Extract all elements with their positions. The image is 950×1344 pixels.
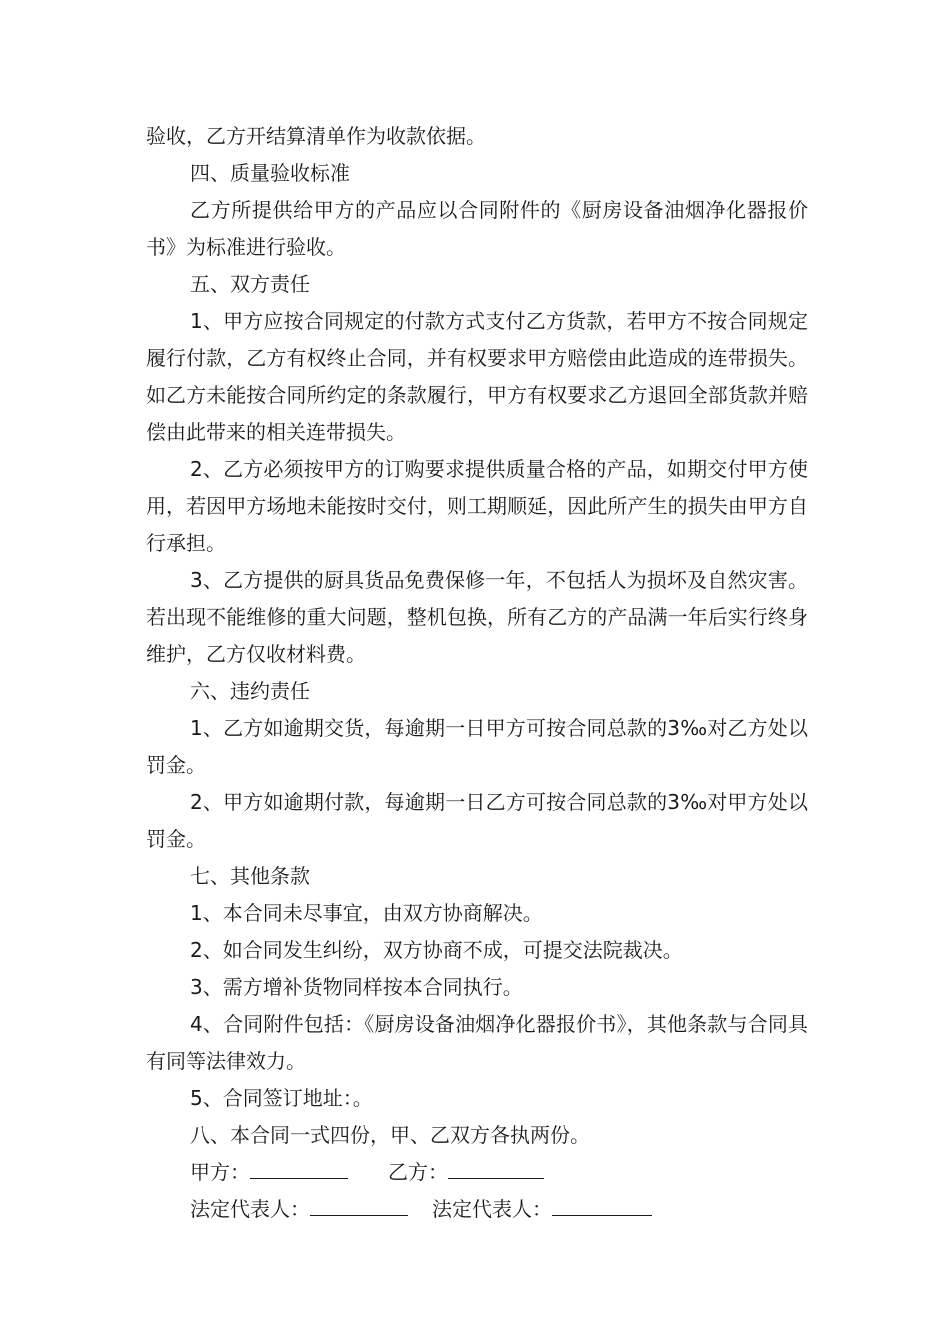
rep-b-label: 法定代表人： bbox=[432, 1197, 552, 1221]
clause-item: 2、甲方如逾期付款，每逾期一日乙方可按合同总款的3‰对甲方处以罚金。 bbox=[146, 790, 808, 851]
clause-item: 2、乙方必须按甲方的订购要求提供质量合格的产品，如期交付甲方使用，若因甲方场地未能按时交付，则工期顺延，因此所产生的损失由甲方自行承担。 bbox=[146, 457, 808, 555]
section-heading-copies: 八、本合同一式四份，甲、乙双方各执两份。 bbox=[190, 1123, 590, 1147]
party-b-blank bbox=[448, 1156, 544, 1179]
clause-item: 2、如合同发生纠纷，双方协商不成，可提交法院裁决。 bbox=[190, 938, 683, 962]
rep-a-blank bbox=[310, 1193, 408, 1216]
paragraph: 验收，乙方开结算清单作为收款依据。 bbox=[146, 124, 486, 148]
clause-item: 4、合同附件包括：《厨房设备油烟净化器报价书》，其他条款与合同具有同等法律效力。 bbox=[146, 1012, 808, 1073]
clause-item: 1、甲方应按合同规定的付款方式支付乙方货款，若甲方不按合同规定履行付款，乙方有权终止合同，并有权要求甲方赔偿由此造成的连带损失。如乙方未能按合同所约定的条款履行，甲方有权要求乙方退回全部货款并赔偿由此带来的相关连带损失。 bbox=[146, 309, 808, 444]
signature-representatives-row bbox=[146, 1191, 808, 1228]
clause-item: 3、乙方提供的厨具货品免费保修一年，不包括人为损坏及自然灾害。若出现不能维修的重大问题，整机包换，所有乙方的产品满一年后实行终身维护，乙方仅收材料费。 bbox=[146, 568, 808, 666]
clause-item: 5、合同签订地址：。 bbox=[190, 1086, 373, 1110]
party-b-label: 乙方： bbox=[388, 1160, 448, 1184]
rep-a-label: 法定代表人： bbox=[190, 1197, 310, 1221]
section-heading-other-terms: 七、其他条款 bbox=[190, 864, 310, 888]
party-a-label: 甲方： bbox=[190, 1160, 250, 1184]
section-heading-quality: 四、质量验收标准 bbox=[190, 161, 350, 185]
rep-b-blank bbox=[552, 1193, 652, 1216]
party-a-blank bbox=[250, 1156, 348, 1179]
signature-parties-row bbox=[146, 1154, 808, 1191]
section-heading-breach: 六、违约责任 bbox=[190, 679, 310, 703]
paragraph: 乙方所提供给甲方的产品应以合同附件的《厨房设备油烟净化器报价书》为标准进行验收。 bbox=[146, 198, 808, 259]
section-heading-responsibilities: 五、双方责任 bbox=[190, 272, 310, 296]
clause-item: 1、本合同未尽事宜，由双方协商解决。 bbox=[190, 901, 543, 925]
clause-item: 3、需方增补货物同样按本合同执行。 bbox=[190, 975, 523, 999]
clause-item: 1、乙方如逾期交货，每逾期一日甲方可按合同总款的3‰对乙方处以罚金。 bbox=[146, 716, 808, 777]
contract-page bbox=[146, 118, 808, 1228]
